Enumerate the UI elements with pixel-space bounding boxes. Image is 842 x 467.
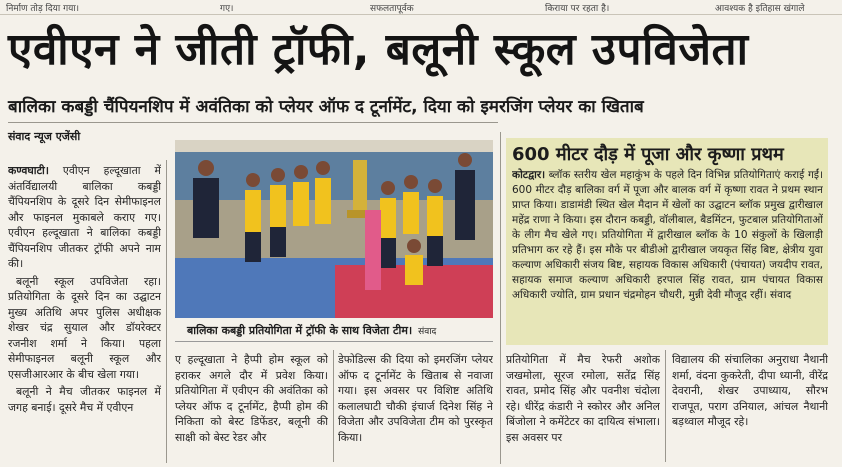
sidebar-story-title: 600 मीटर दौड़ में पूजा और कृष्णा प्रथम bbox=[512, 144, 784, 165]
sidebar-signoff: संवाद bbox=[766, 289, 792, 301]
photo-caption bbox=[175, 320, 493, 342]
strip-text-left: निर्माण तोड़ दिया गया। bbox=[6, 4, 80, 14]
news-agency-byline: संवाद न्यूज एजेंसी bbox=[8, 130, 81, 143]
sidebar-body-text: ब्लॉक स्तरीय खेल महाकुंभ के पहले दिन विभिन्न प्रतियोगिताएं कराई गईं। 600 मीटर दौड़ बालिका वर्ग में पूजा और बालक वर्ग में कृष्णा रावत ने प्रथम स्थान प्राप्त किया। डाडामंडी स्थित खेल मैदान में खेलों का उद्घाटन ब्लॉक प्रमुख द्वारीखाल महेंद्र राणा ने किया। इस दौरान कबड्डी, वॉलीबाल, बैडमिंटन, फुटबाल प्रतियोगिताओं के लीग मैच खेले गए। प्रतियोगिता में द्वारीखाल ब्लॉक के 10 संकुलों के खिलाड़ी प्रतिभाग कर रहे हैं। इस मौके पर बीडीओ द्वारीखाल जयकृत सिंह बिष्ट, क्षेत्रीय युवा कल्याण अधिकारी संजय बिष्ट, सहायक विकास अधिकारी (पंचायत) जयदीप रावत, सहायक समाज कल्याण अधिकारी हरपाल सिंह रावत, ग्राम पंचायत विकास अधिकारी ज्योति, ग्राम प्रधान चंद्रमोहन चौधरी, मुन्नी देवी मौजूद रहीं। bbox=[512, 169, 823, 301]
paragraph-3: बलूनी ने मैच जीतकर फाइनल में जगह बनाई। दूसरे मैच में एवीएन bbox=[8, 385, 161, 414]
sidebar-story-body bbox=[512, 168, 823, 344]
caption-text: बालिका कबड्डी प्रतियोगिता में ट्रॉफी के साथ विजेता टीम। bbox=[187, 324, 413, 337]
dateline: कण्वघाटी। bbox=[8, 164, 49, 177]
strip-text-mid1: गए। bbox=[220, 4, 234, 14]
article-column-4: प्रतियोगिता में मैच रेफरी अशोक जखमोला, सूरज रमोला, सतेंद्र सिंह रावत, प्रमोद सिंह और पवनीश चंदोला रहे। धीरेंद्र कंडारी ने स्कोरर और अनिल बिंजोला ने कमेंटेटर का दायित्व संभाला। इस अवसर पर bbox=[506, 353, 660, 444]
strip-text-mid3: किराया पर रहता है। bbox=[545, 4, 610, 14]
article-subheadline: बालिका कबड्डी चैंपियनशिप में अवंतिका को प्लेयर ऑफ द टूर्नामेंट, दिया को इमरजिंग प्लेयर का खिताब bbox=[8, 97, 644, 117]
sidebar-story-box bbox=[506, 138, 828, 345]
paragraph-1: एवीएन हल्दूखाता में अंतर्विद्यालयी बालिका कबड्डी चैंपियनशिप के दूसरे दिन सेमीफाइनल और फाइनल मुकाबले कराए गए। एवीएन हल्दूखाता ने बालिका कबड्डी चैंपियनशिप जीतकर ट्रॉफी अपने नाम की। bbox=[8, 164, 161, 270]
previous-page-strip bbox=[0, 0, 842, 15]
team-photo bbox=[175, 140, 493, 318]
article-column-3: डेफोडिल्स की दिया को इमरजिंग प्लेयर ऑफ द टूर्नामेंट के खिताब से नवाजा गया। इस अवसर पर विशिष्ट अतिथि कलालघाटी चौकी इंचार्ज दिनेश सिंह ने विजेता और उपविजेता टीम को पुरस्कृत किया। bbox=[338, 353, 493, 444]
article-column-2: ए हल्दूखाता ने हैप्पी होम स्कूल को हराकर अगले दौर में प्रवेश किया। प्रतियोगिता में एवीएन की अवंतिका को प्लेयर ऑफ द टूर्नामेंट, हैप्पी होम की निकिता को बेस्ट डिफेंडर, बलूनी की साक्षी को बेस्ट रेडर और bbox=[175, 353, 328, 444]
caption-source: संवाद bbox=[418, 327, 437, 337]
section-divider bbox=[500, 132, 501, 464]
strip-text-right: आवश्यक है इतिहास खंगाले bbox=[715, 4, 805, 14]
sidebar-dateline: कोटद्वार। bbox=[512, 169, 546, 181]
column-divider bbox=[665, 350, 666, 462]
paragraph-2: बलूनी स्कूल उपविजेता रहा। प्रतियोगिता के दूसरे दिन का उद्घाटन मुख्य अतिथि अपर पुलिस अधीक्षक शेखर चंद्र सुयाल और डॉयरेक्टर रजनीश शर्मा ने किया। पहला सेमीफाइनल बलूनी स्कूल और एसजीआरआर के बीच खेला गया। bbox=[8, 274, 161, 381]
column-divider bbox=[333, 350, 334, 462]
article-headline: एवीएन ने जीती ट्रॉफी, बलूनी स्कूल उपविजेता bbox=[8, 24, 749, 75]
team-photo-image bbox=[175, 140, 493, 318]
column-divider bbox=[166, 160, 167, 463]
subhead-divider bbox=[8, 122, 498, 123]
strip-text-mid2: सफलतापूर्वक bbox=[370, 4, 414, 14]
article-column-1 bbox=[8, 163, 161, 463]
article-column-5: विद्यालय की संचालिका अनुराधा नैथानी शर्मा, वंदना कुकरेती, दीपा ध्यानी, वीरेंद्र देवरानी, शेखर उपाध्याय, सौरभ राजपूत, पराग उनियाल, आंचल नैथानी बड़थ्वाल मौजूद रहे। bbox=[672, 353, 828, 428]
